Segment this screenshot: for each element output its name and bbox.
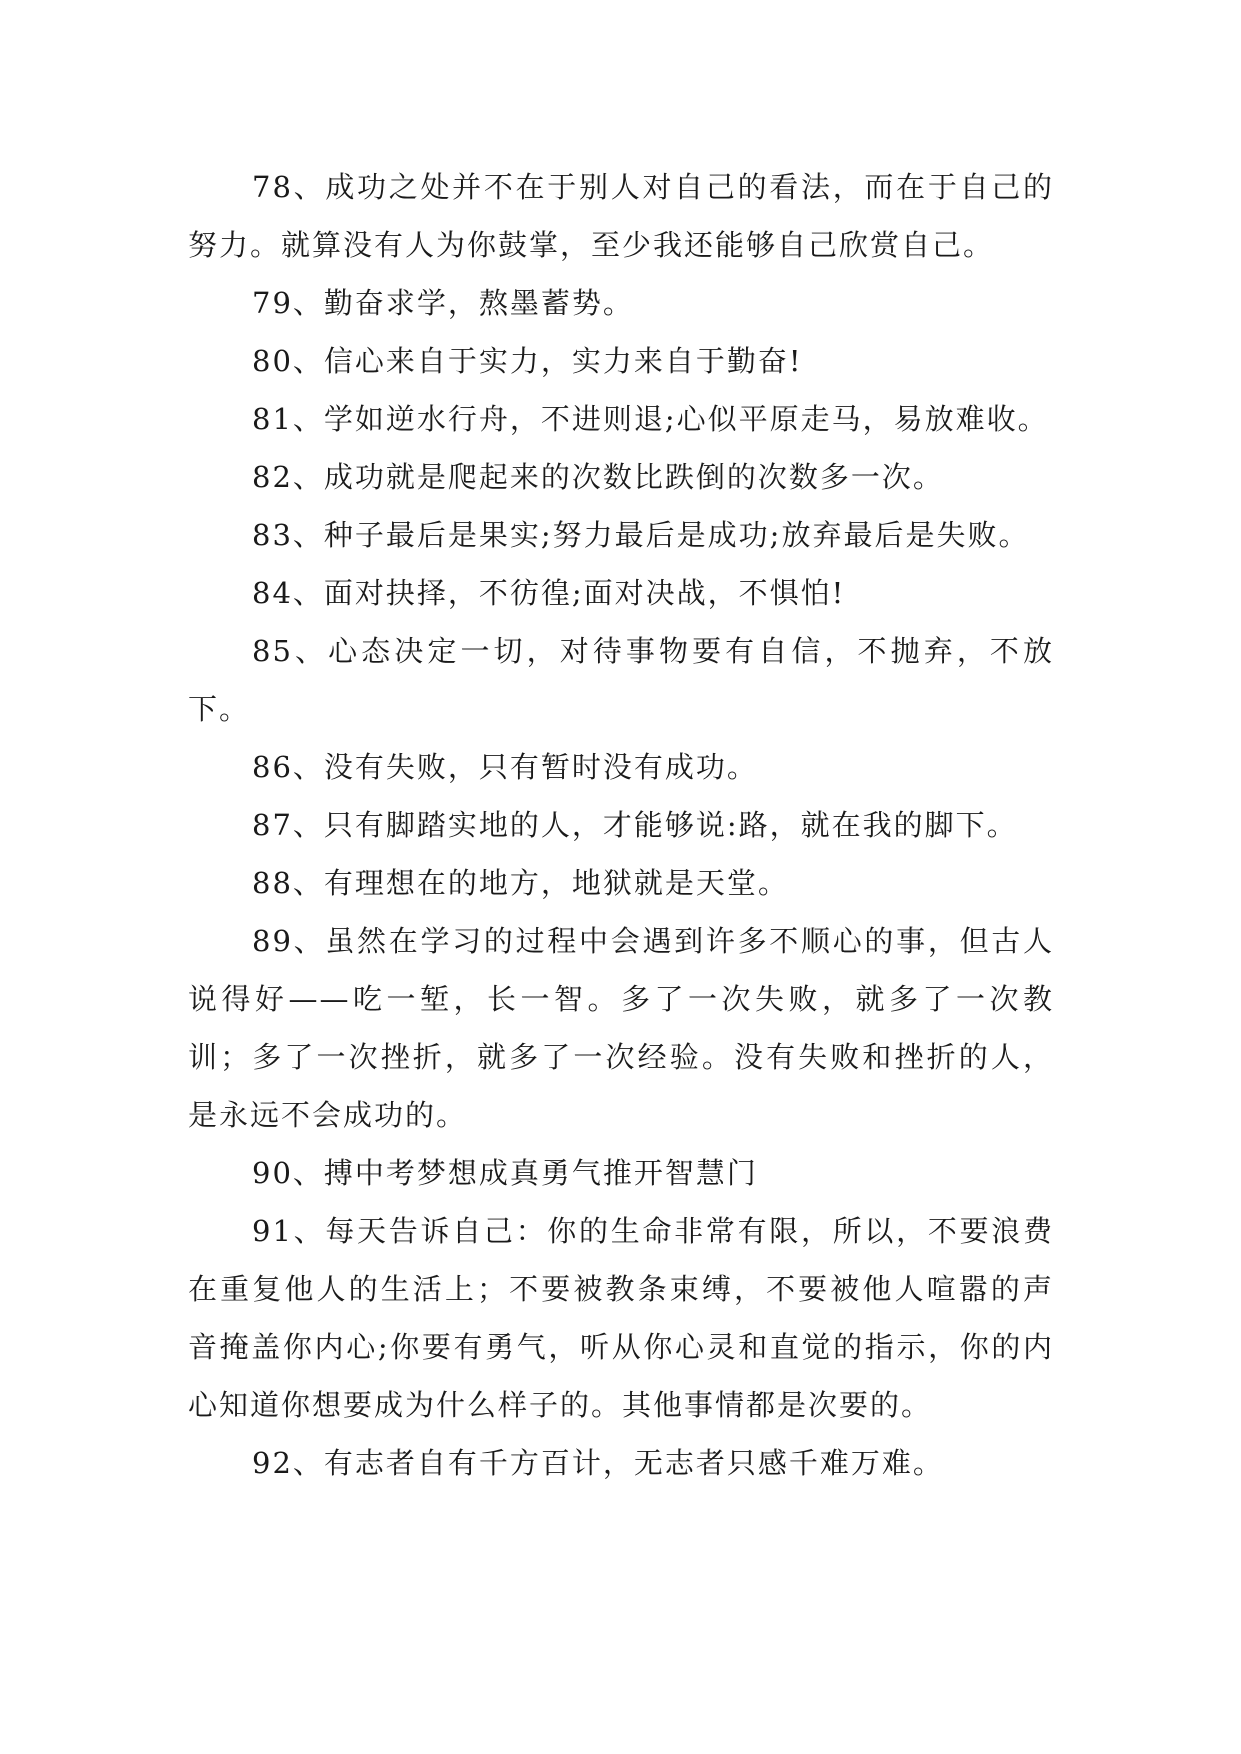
paragraph-79: 79、勤奋求学，熬墨蓄势。: [252, 286, 634, 320]
paragraph-86: 86、没有失败，只有暂时没有成功。: [252, 750, 758, 784]
paragraph-85: 85、心态决定一切，对待事物要有自信，不抛弃，不放下。: [188, 634, 1054, 726]
document-body: [188, 158, 1054, 1492]
paragraph-91: 91、每天告诉自己：你的生命非常有限，所以，不要浪费在重复他人的生活上；不要被教条束缚，不要被他人喧嚣的声音掩盖你内心;你要有勇气，听从你心灵和直觉的指示，你的内心知道你想要成为什么样子的。其他事情都是次要的。: [188, 1214, 1054, 1422]
paragraph-90: 90、搏中考梦想成真勇气推开智慧门: [252, 1156, 758, 1190]
paragraph-88: 88、有理想在的地方，地狱就是天堂。: [252, 866, 789, 900]
paragraph-92: 92、有志者自有千方百计，无志者只感千难万难。: [252, 1446, 944, 1480]
paragraph-87: 87、只有脚踏实地的人，才能够说:路，就在我的脚下。: [252, 808, 1018, 842]
paragraph-80: 80、信心来自于实力，实力来自于勤奋!: [252, 344, 803, 378]
paragraph-83: 83、种子最后是果实;努力最后是成功;放弃最后是失败。: [252, 518, 1030, 552]
paragraph-81: 81、学如逆水行舟，不进则退;心似平原走马，易放难收。: [252, 402, 1049, 436]
paragraph-89: 89、虽然在学习的过程中会遇到许多不顺心的事，但古人说得好——吃一堑，长一智。多了一次失败，就多了一次教训；多了一次挫折，就多了一次经验。没有失败和挫折的人，是永远不会成功的。: [188, 924, 1054, 1132]
paragraph-78: 78、成功之处并不在于别人对自己的看法，而在于自己的努力。就算没有人为你鼓掌，至少我还能够自己欣赏自己。: [188, 170, 1054, 262]
paragraph-84: 84、面对抉择，不彷徨;面对决战，不惧怕!: [252, 576, 846, 610]
paragraph-82: 82、成功就是爬起来的次数比跌倒的次数多一次。: [252, 460, 944, 494]
